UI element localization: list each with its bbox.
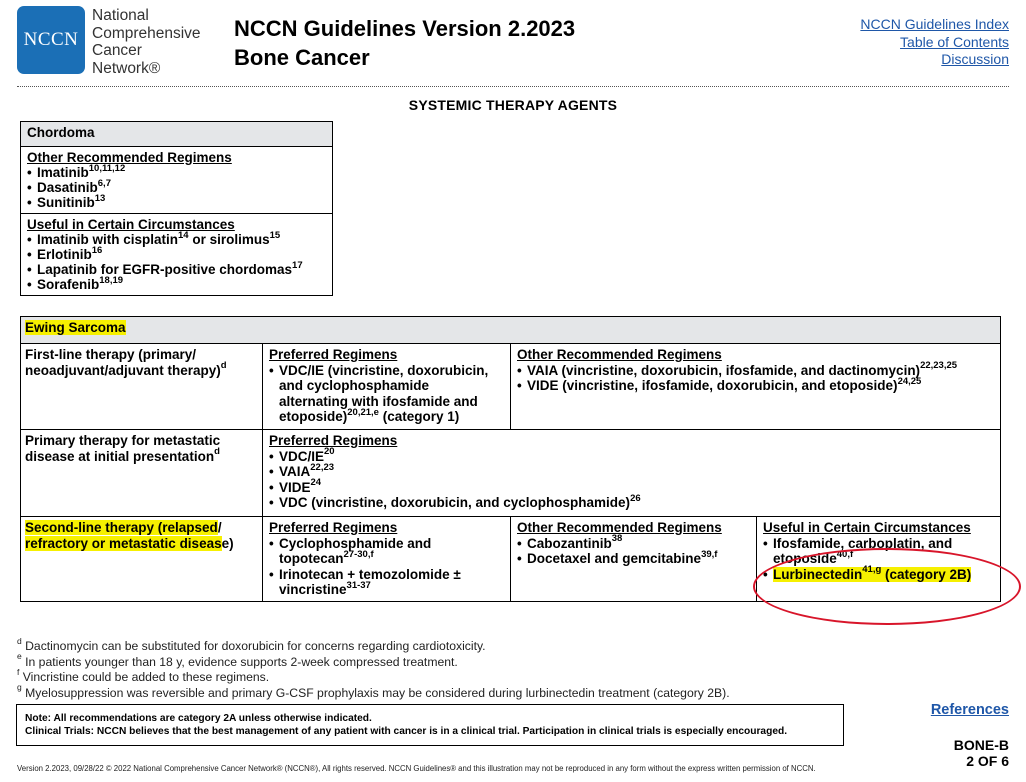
- chordoma-useful-regimens: [21, 213, 332, 295]
- footnote: $^d$ Dactinomycin can be substituted for doxorubicin for concerns regarding cardiotoxicity.: [17, 635, 486, 653]
- preferred-regimens-cell: Preferred Regimens • Cyclophosphamide and topotecan$^{27-30,f}$ • Irinotecan + temozolomide ± vincristine$^{31-37}$: [263, 517, 511, 601]
- footnote: $^f$ Vincristine could be added to these regimens.: [17, 666, 270, 684]
- chordoma-other-heading: Other Recommended Regimens: [27, 150, 232, 165]
- org-name-line: Cancer: [92, 42, 142, 59]
- ewing-sarcoma-table: [20, 316, 1001, 602]
- chordoma-useful-heading: Useful in Certain Circumstances: [27, 217, 235, 232]
- document-title: [234, 14, 575, 72]
- preferred-regimens-cell: Preferred Regimens • VDC/IE (vincristine, doxorubicin, and cyclophosphamide alternating with ifosfamide and etoposide)$^{20,21,e}$ (category 1): [263, 344, 511, 429]
- preferred-regimens-cell: Preferred Regimens • VDC/IE$^{20}$ • VAIA$^{22,23}$ • VIDE$^{24}$ • VDC (vincristine, doxorubicin, and cyclophosphamide)$^{26}$: [263, 430, 1000, 516]
- other-regimens-cell: Other Recommended Regimens • Cabozantinib$^{38}$ • Docetaxel and gemcitabine$^{39,f}$: [511, 517, 757, 601]
- copyright-notice: Version 2.2023, 09/28/22 © 2022 National Comprehensive Cancer Network® (NCCN®), All rights reserved. NCCN Guidelines® and this illustration may not be reproduced in any form without the express written permission of NCCN.: [17, 764, 816, 773]
- table-of-contents-link[interactable]: Table of Contents: [900, 33, 1009, 50]
- table-row: [21, 430, 1000, 517]
- list-item: • Sorafenib$^{18,19}$: [27, 277, 326, 292]
- logo-text: NCCN: [23, 29, 79, 50]
- therapy-setting-cell: Second-line therapy (relapsed/ refractory or metastatic disease): [21, 517, 263, 601]
- header-divider: [17, 86, 1009, 87]
- other-regimens-cell: Other Recommended Regimens • VAIA (vincristine, doxorubicin, ifosfamide, and dactinomycin)$^{22,23,25}$ • VIDE (vincristine, ifosfamide, doxorubicin, and etoposide)$^{24,25}$: [511, 344, 1000, 429]
- note-line: Note: All recommendations are category 2A unless otherwise indicated.: [25, 713, 372, 724]
- clinical-trials-note: Clinical Trials: NCCN believes that the best management of any patient with cancer is in a clinical trial. Participation in clinical trials is especially encouraged.: [25, 726, 788, 737]
- document-title-topic: Bone Cancer: [234, 45, 370, 70]
- discussion-link[interactable]: Discussion: [941, 51, 1009, 67]
- therapy-setting-cell: Primary therapy for metastatic disease at initial presentation$^d$: [21, 430, 263, 516]
- ewing-title-row: [21, 317, 1000, 344]
- footnotes: [17, 635, 730, 701]
- list-item: • Erlotinib$^{16}$: [27, 247, 326, 262]
- top-navigation-links: [860, 16, 1009, 69]
- ewing-title: Ewing Sarcoma: [25, 320, 126, 335]
- list-item: • Sunitinib$^{13}$: [27, 195, 326, 210]
- chordoma-title: Chordoma: [21, 122, 332, 147]
- footnote: $^e$ In patients younger than 18 y, evidence supports 2-week compressed treatment.: [17, 651, 458, 669]
- page-code: BONE-B: [953, 737, 1009, 753]
- table-row: [21, 517, 1000, 601]
- note-box: [16, 704, 844, 746]
- list-item: • Imatinib$^{10,11,12}$: [27, 165, 326, 180]
- useful-circumstances-cell: Useful in Certain Circumstances • Ifosfamide, carboplatin, and etoposide$^{40,f}$ • Lurbinectedin$^{41,g}$ (category 2B): [757, 517, 1000, 601]
- chordoma-table: [20, 121, 333, 296]
- chordoma-other-regimens: [21, 147, 332, 213]
- org-name-line: Comprehensive: [92, 24, 201, 42]
- references-link[interactable]: References: [930, 702, 1009, 718]
- table-row: [21, 344, 1000, 430]
- nccn-logo: [17, 6, 85, 74]
- page-number: 2 OF 6: [966, 752, 1009, 769]
- list-item: • Lapatinib for EGFR-positive chordomas$^{17}$: [27, 262, 326, 277]
- therapy-setting-cell: First-line therapy (primary/ neoadjuvant/adjuvant therapy)$^d$: [21, 344, 263, 429]
- guidelines-index-link[interactable]: NCCN Guidelines Index: [860, 16, 1009, 32]
- org-name-line: National: [92, 7, 149, 24]
- list-item: • Dasatinib$^{6,7}$: [27, 180, 326, 195]
- footnote: $^g$ Myelosuppression was reversible and primary G-CSF prophylaxis may be considered during lurbinectedin treatment (category 2B).: [17, 682, 730, 700]
- page-identifier: [954, 738, 1009, 769]
- org-name: [92, 7, 201, 77]
- list-item: • Imatinib with cisplatin$^{14}$ or sirolimus$^{15}$: [27, 232, 326, 247]
- document-title-version: NCCN Guidelines Version 2.2023: [234, 16, 576, 41]
- org-name-line: Network®: [92, 59, 161, 77]
- section-title: SYSTEMIC THERAPY AGENTS: [408, 97, 618, 113]
